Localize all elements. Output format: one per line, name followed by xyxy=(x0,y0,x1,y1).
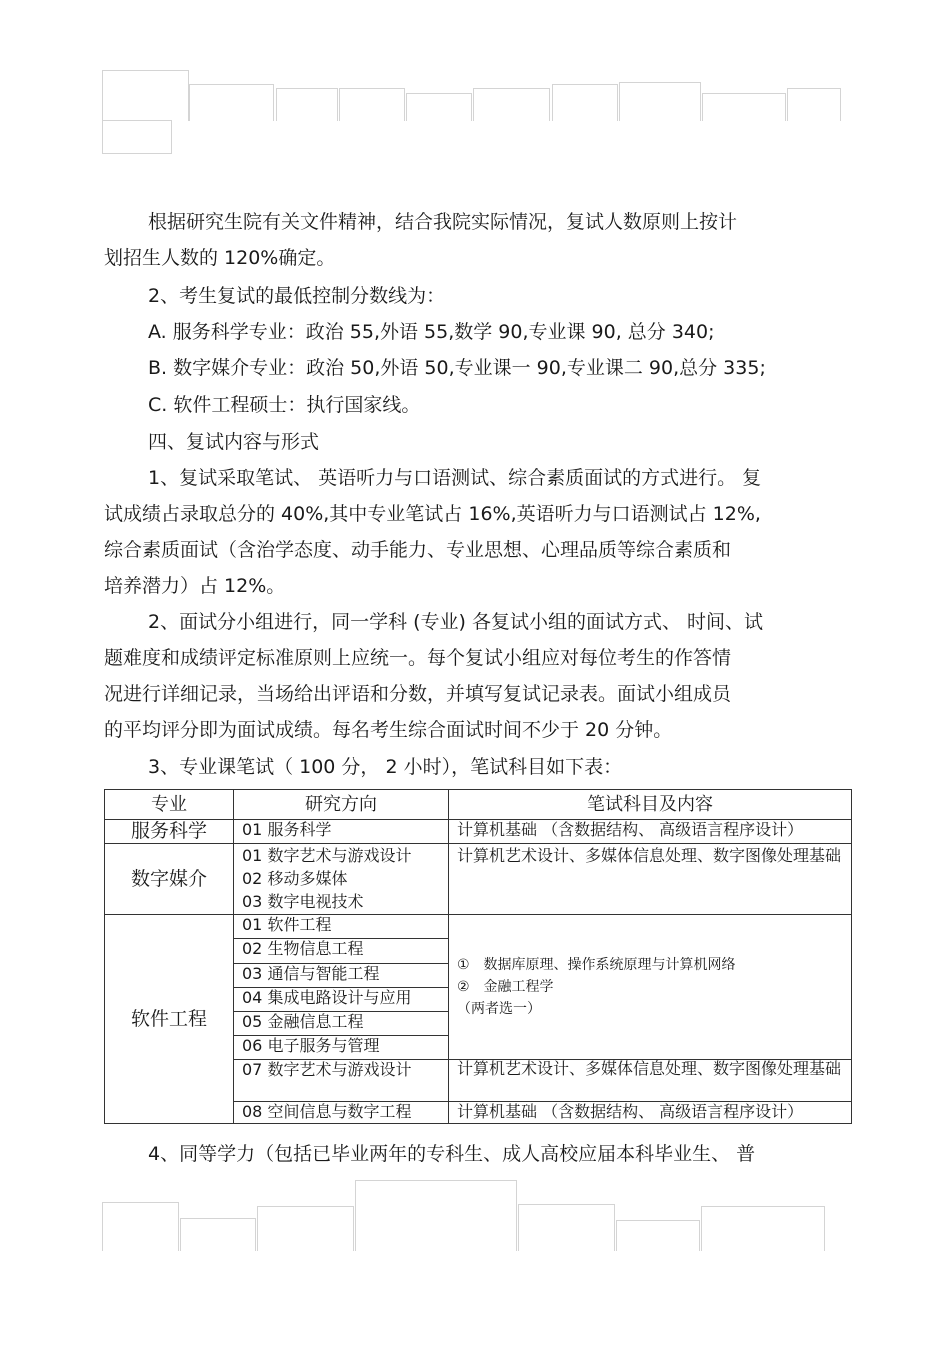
direction-cell: 01 服务科学 xyxy=(234,820,449,844)
paragraph-line: 的平均评分即为面试成绩。每名考生综合面试时间不少于 20 分钟。 xyxy=(104,719,673,741)
direction-cell: 01 软件工程 xyxy=(234,915,449,939)
table-header-cell: 研究方向 xyxy=(234,790,449,820)
fragment-box xyxy=(102,120,172,154)
table-row xyxy=(105,820,852,844)
direction-item: 03 数字电视技术 xyxy=(242,892,364,912)
fragment-box xyxy=(276,88,338,121)
fragment-box xyxy=(189,84,274,121)
paragraph-line: 培养潜力）占 12%。 xyxy=(104,575,286,597)
paragraph-line: 划招生人数的 120%确定。 xyxy=(104,247,336,269)
subject-option: ① 数据库原理、操作系统原理与计算机网络 xyxy=(457,957,736,974)
paragraph-line: 1、复试采取笔试、 英语听力与口语测试、综合素质面试的方式进行。 复 xyxy=(148,467,762,489)
paragraph-line: 2、面试分小组进行，同一学科 (专业) 各复试小组的面试方式、 时间、试 xyxy=(148,611,764,633)
fragment-box xyxy=(701,1206,825,1251)
paragraph-line: 试成绩占录取总分的 40%,其中专业笔试占 16%,英语听力与口语测试占 12%, xyxy=(104,503,761,525)
fragment-box xyxy=(702,93,786,121)
direction-cell: 03 通信与智能工程 xyxy=(234,963,449,987)
subject-cell: 计算机基础 （含数据结构、 高级语言程序设计） xyxy=(449,1101,852,1123)
major-cell: 服务科学 xyxy=(105,820,234,844)
subject-option-note: （两者选一） xyxy=(457,1001,541,1018)
direction-cell: 04 集成电路设计与应用 xyxy=(234,987,449,1011)
paragraph-line: 根据研究生院有关文件精神，结合我院实际情况，复试人数原则上按计 xyxy=(148,211,738,233)
fragment-box xyxy=(406,93,472,121)
direction-item: 02 移动多媒体 xyxy=(242,869,348,889)
subject-cell: 计算机基础 （含数据结构、 高级语言程序设计） xyxy=(449,820,852,844)
score-line-a: A. 服务科学专业：政治 55,外语 55,数学 90,专业课 90, 总分 340; xyxy=(148,321,715,343)
table-row xyxy=(105,915,852,939)
exam-subjects-table xyxy=(104,789,852,1124)
major-cell: 软件工程 xyxy=(105,915,234,1124)
paragraph-line: 题难度和成绩评定标准原则上应统一。每个复试小组应对每位考生的作答情 xyxy=(104,647,732,669)
direction-cell xyxy=(234,844,449,915)
direction-cell: 08 空间信息与数字工程 xyxy=(234,1101,449,1123)
score-line-b: B. 数字媒介专业：政治 50,外语 50,专业课一 90,专业课二 90,总分 335; xyxy=(148,357,766,379)
fragment-box xyxy=(355,1180,517,1251)
fragment-box xyxy=(102,70,189,121)
direction-item: 01 数字艺术与游戏设计 xyxy=(242,846,412,866)
fragment-box xyxy=(619,82,701,121)
subject-cell: 计算机艺术设计、多媒体信息处理、数字图像处理基础 xyxy=(449,1060,852,1101)
table-header-row xyxy=(105,790,852,820)
table-header-cell: 笔试科目及内容 xyxy=(449,790,852,820)
fragment-box xyxy=(518,1204,615,1251)
fragment-box xyxy=(339,88,405,121)
subject-option: ② 金融工程学 xyxy=(457,979,554,996)
fragment-box xyxy=(257,1206,354,1251)
paragraph-line: 综合素质面试（含治学态度、动手能力、专业思想、心理品质等综合素质和 xyxy=(104,539,732,561)
fragment-box xyxy=(102,1202,179,1251)
fragment-box xyxy=(552,84,618,121)
fragment-box xyxy=(180,1218,256,1251)
section-heading: 2、考生复试的最低控制分数线为： xyxy=(148,285,446,307)
subject-cell: 计算机艺术设计、多媒体信息处理、数字图像处理基础 xyxy=(449,844,852,915)
direction-cell: 06 电子服务与管理 xyxy=(234,1036,449,1060)
paragraph-line: 4、同等学力（包括已毕业两年的专科生、成人高校应届本科毕业生、 普 xyxy=(148,1143,756,1165)
fragment-box xyxy=(787,88,841,121)
fragment-box xyxy=(616,1220,700,1251)
section-heading: 四、复试内容与形式 xyxy=(148,431,320,453)
subject-options-cell xyxy=(449,915,852,1060)
major-cell: 数字媒介 xyxy=(105,844,234,915)
paragraph-line: 3、专业课笔试（ 100 分， 2 小时），笔试科目如下表： xyxy=(148,756,623,778)
table-header-cell: 专业 xyxy=(105,790,234,820)
direction-cell: 07 数字艺术与游戏设计 xyxy=(234,1060,449,1101)
paragraph-line: 况进行详细记录，当场给出评语和分数，并填写复试记录表。面试小组成员 xyxy=(104,683,732,705)
direction-cell: 02 生物信息工程 xyxy=(234,939,449,963)
direction-cell: 05 金融信息工程 xyxy=(234,1011,449,1035)
score-line-c: C. 软件工程硕士：执行国家线。 xyxy=(148,394,421,416)
fragment-box xyxy=(473,88,550,121)
table-row xyxy=(105,844,852,915)
